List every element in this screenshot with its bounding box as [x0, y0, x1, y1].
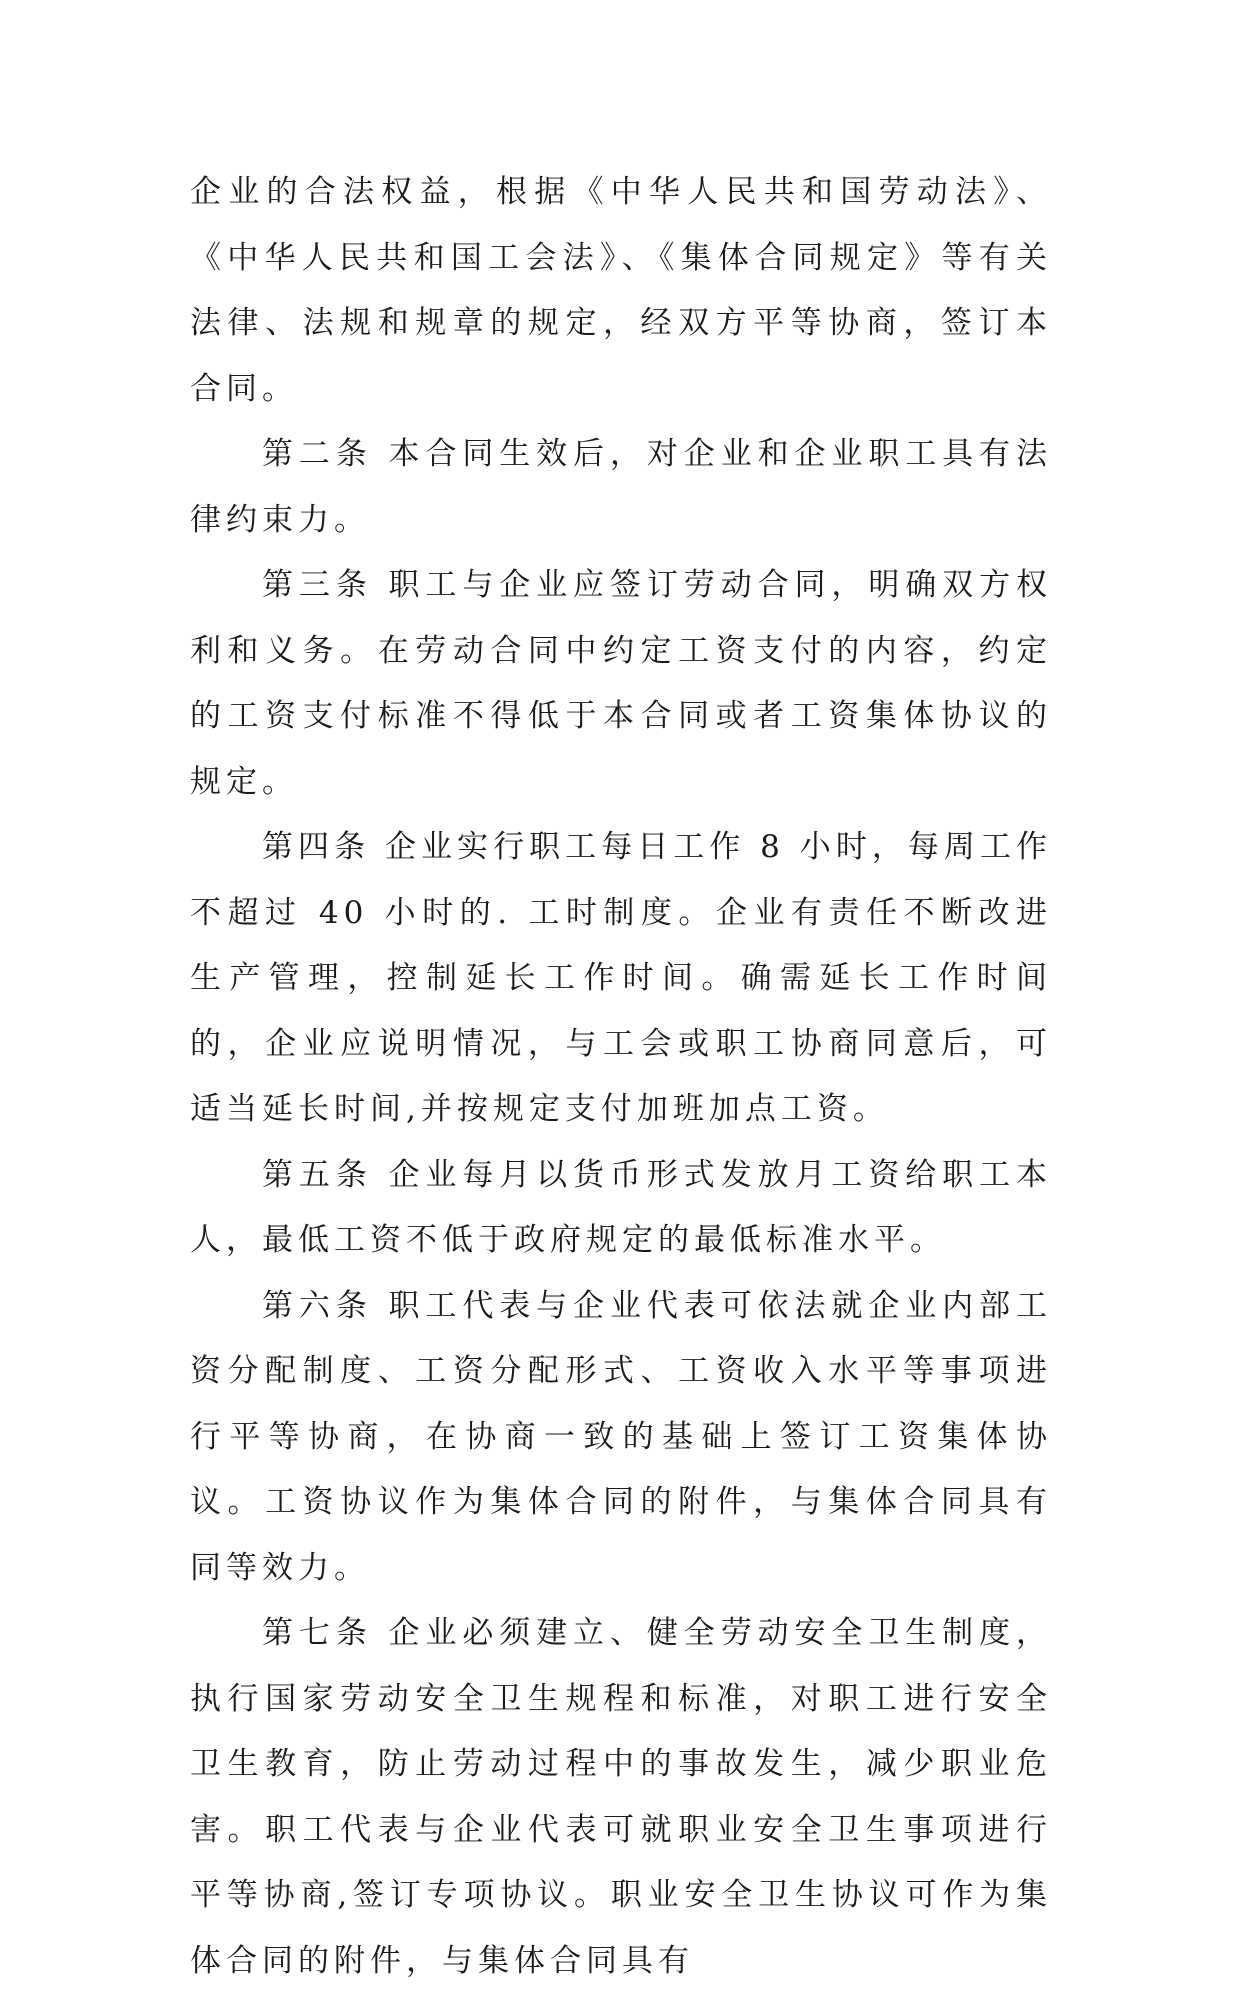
paragraph-article-7: 第七条 企业必须建立、健全劳动安全卫生制度，执行国家劳动安全卫生规程和标准，对职工进行安全卫生教育，防止劳动过程中的事故发生，减少职业危害。职工代表与企业代表可就职业安全卫生事项进行平等协商,签订专项协议。职业安全卫生协议可作为集体合同的附件，与集体合同具有: [190, 1615, 1052, 1979]
paragraph-article-5: 第五条 企业每月以货币形式发放月工资给职工本人，最低工资不低于政府规定的最低标准水平。: [190, 1156, 1052, 1258]
paragraph-article-4: 第四条 企业实行职工每日工作 8 小时，每周工作不超过 40 小时的. 工时制度。企业有责任不断改进生产管理，控制延长工作时间。确需延长工作时间的，企业应说明情况，与工会或职工协商同意后，可适当延长时间,并按规定支付加班加点工资。: [190, 829, 1052, 1127]
paragraph-article-3: 第三条 职工与企业应签订劳动合同，明确双方权利和义务。在劳动合同中约定工资支付的内容，约定的工资支付标准不得低于本合同或者工资集体协议的规定。: [190, 567, 1052, 800]
paragraph-article-6: 第六条 职工代表与企业代表可依法就企业内部工资分配制度、工资分配形式、工资收入水平等事项进行平等协商，在协商一致的基础上签订工资集体协议。工资协议作为集体合同的附件，与集体合同具有同等效力。: [190, 1287, 1052, 1586]
paragraph-article-2: 第二条 本合同生效后，对企业和企业职工具有法律约束力。: [190, 436, 1052, 538]
document-page: [190, 160, 1052, 1994]
paragraph-preamble-continuation: 企业的合法权益，根据《中华人民共和国劳动法》、《中华人民共和国工会法》、《集体合同规定》等有关法律、法规和规章的规定，经双方平等协商，签订本合同。: [190, 174, 1052, 407]
